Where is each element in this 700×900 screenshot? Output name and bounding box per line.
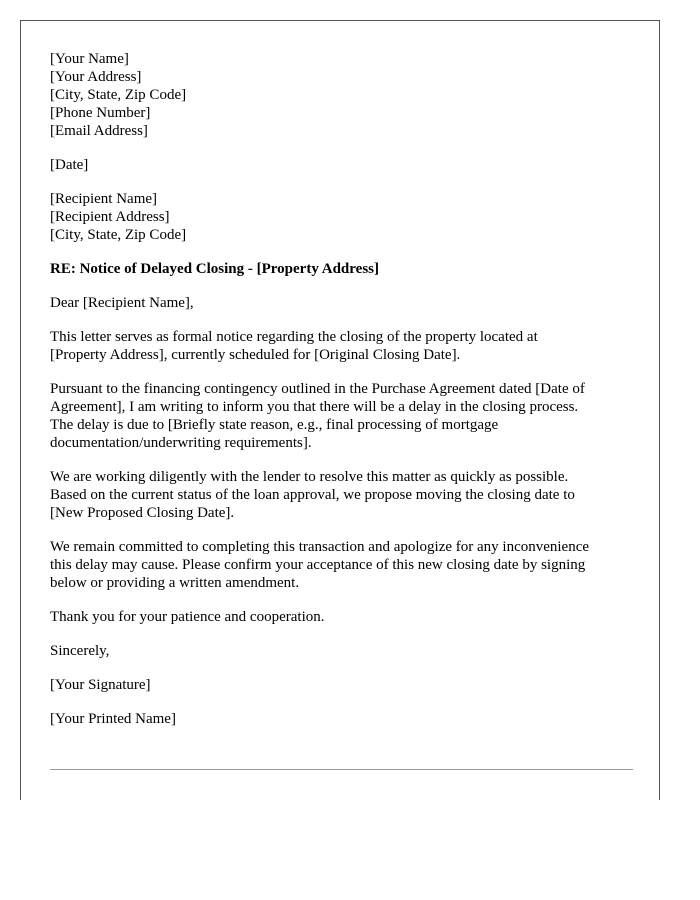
subject-line: RE: Notice of Delayed Closing - [Property Address] [50,261,379,277]
paragraph-line: this delay may cause. Please confirm your acceptance of this new closing date by signing [50,557,586,573]
signature-divider [50,769,633,770]
sender-name: [Your Name] [50,51,129,67]
signature: [Your Signature] [50,677,151,693]
body-paragraph [50,538,640,592]
printed-name: [Your Printed Name] [50,711,176,727]
date-block [50,156,640,174]
letter-page [20,20,660,800]
paragraph-line: We are working diligently with the lender to resolve this matter as quickly as possible. [50,469,569,485]
recipient-name: [Recipient Name] [50,191,158,207]
recipient-address: [Recipient Address] [50,209,170,225]
paragraph-line: Based on the current status of the loan approval, we propose moving the closing date to [50,487,575,503]
recipient-city-state-zip: [City, State, Zip Code] [50,227,187,243]
paragraph-line: [New Proposed Closing Date]. [50,505,235,521]
salutation: Dear [Recipient Name], [50,295,194,311]
letter-body [50,50,640,744]
sender-phone: [Phone Number] [50,105,151,121]
sender-block [50,50,640,140]
paragraph-line: This letter serves as formal notice regarding the closing of the property located at [50,329,538,345]
paragraph-line: below or providing a written amendment. [50,575,300,591]
recipient-block [50,190,640,244]
sender-address: [Your Address] [50,69,142,85]
paragraph-line: documentation/underwriting requirements]. [50,435,312,451]
paragraph-line: Thank you for your patience and cooperation. [50,609,325,625]
paragraph-line: We remain committed to completing this transaction and apologize for any inconvenience [50,539,590,555]
body-paragraph [50,468,640,522]
paragraph-line: [Property Address], currently scheduled for [Original Closing Date]. [50,347,461,363]
paragraph-line: The delay is due to [Briefly state reason, e.g., final processing of mortgage [50,417,499,433]
paragraph-line: Agreement], I am writing to inform you that there will be a delay in the closing process. [50,399,579,415]
body-paragraph [50,380,640,452]
letter-date: [Date] [50,157,89,173]
sender-email: [Email Address] [50,123,148,139]
body-paragraph [50,328,640,364]
paragraph-line: Pursuant to the financing contingency outlined in the Purchase Agreement dated [Date of [50,381,585,397]
sender-city-state-zip: [City, State, Zip Code] [50,87,187,103]
closing: Sincerely, [50,643,110,659]
body-paragraph [50,608,640,626]
